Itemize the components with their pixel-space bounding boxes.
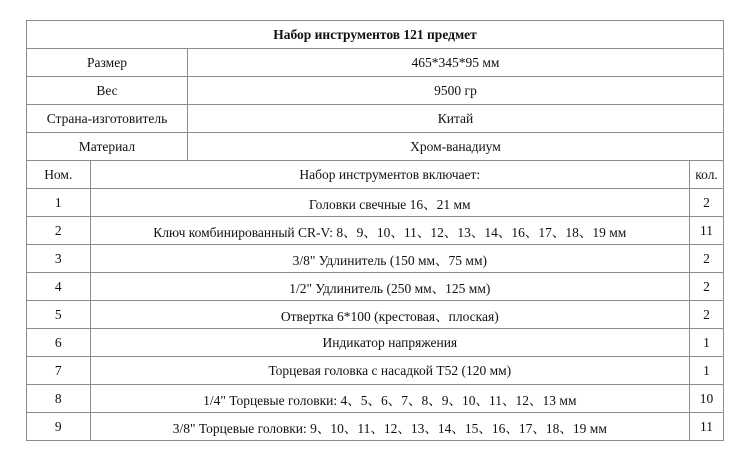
- table-row: [27, 301, 724, 329]
- item-description: 1/2" Удлинитель (250 мм、125 мм): [90, 273, 690, 301]
- table-row: [27, 217, 724, 245]
- spec-value: Китай: [187, 105, 723, 133]
- item-description: Отвертка 6*100 (крестовая、плоская): [90, 301, 690, 329]
- spec-row: [27, 49, 724, 77]
- spec-value: Хром-ванадиум: [187, 133, 723, 161]
- item-number: 3: [27, 245, 91, 273]
- item-description: 3/8" Торцевые головки: 9、10、11、12、13、14、15、16、17、18、19 мм: [90, 413, 690, 441]
- item-quantity: 2: [690, 273, 724, 301]
- spec-value: 465*345*95 мм: [187, 49, 723, 77]
- column-header-qty: кол.: [690, 161, 724, 189]
- item-description: 3/8" Удлинитель (150 мм、75 мм): [90, 245, 690, 273]
- column-header-num: Ном.: [27, 161, 91, 189]
- item-number: 2: [27, 217, 91, 245]
- spec-label: Размер: [27, 49, 188, 77]
- spec-label: Материал: [27, 133, 188, 161]
- column-header-desc: Набор инструментов включает:: [90, 161, 690, 189]
- item-description: 1/4" Торцевые головки: 4、5、6、7、8、9、10、11、12、13 мм: [90, 385, 690, 413]
- spec-label: Страна-изготовитель: [27, 105, 188, 133]
- item-description: Торцевая головка с насадкой T52 (120 мм): [90, 357, 690, 385]
- table-title: Набор инструментов 121 предмет: [27, 21, 724, 49]
- spec-label: Вес: [27, 77, 188, 105]
- item-number: 4: [27, 273, 91, 301]
- item-quantity: 2: [690, 245, 724, 273]
- table-row: [27, 329, 724, 357]
- items-header-row: [27, 161, 724, 189]
- table-row: [27, 385, 724, 413]
- item-number: 5: [27, 301, 91, 329]
- item-quantity: 11: [690, 217, 724, 245]
- table-row: [27, 273, 724, 301]
- item-number: 6: [27, 329, 91, 357]
- item-number: 7: [27, 357, 91, 385]
- spec-table: [26, 20, 724, 441]
- title-row: [27, 21, 724, 49]
- item-quantity: 10: [690, 385, 724, 413]
- item-quantity: 2: [690, 189, 724, 217]
- spec-value: 9500 гр: [187, 77, 723, 105]
- item-quantity: 1: [690, 329, 724, 357]
- item-description: Индикатор напряжения: [90, 329, 690, 357]
- table-row: [27, 245, 724, 273]
- item-number: 9: [27, 413, 91, 441]
- spec-row: [27, 133, 724, 161]
- item-number: 8: [27, 385, 91, 413]
- item-quantity: 1: [690, 357, 724, 385]
- item-quantity: 11: [690, 413, 724, 441]
- spec-row: [27, 105, 724, 133]
- table-row: [27, 189, 724, 217]
- spec-row: [27, 77, 724, 105]
- product-spec-sheet: [26, 20, 724, 441]
- item-description: Головки свечные 16、21 мм: [90, 189, 690, 217]
- item-description: Ключ комбинированный CR-V: 8、9、10、11、12、13、14、16、17、18、19 мм: [90, 217, 690, 245]
- item-quantity: 2: [690, 301, 724, 329]
- table-row: [27, 413, 724, 441]
- table-row: [27, 357, 724, 385]
- item-number: 1: [27, 189, 91, 217]
